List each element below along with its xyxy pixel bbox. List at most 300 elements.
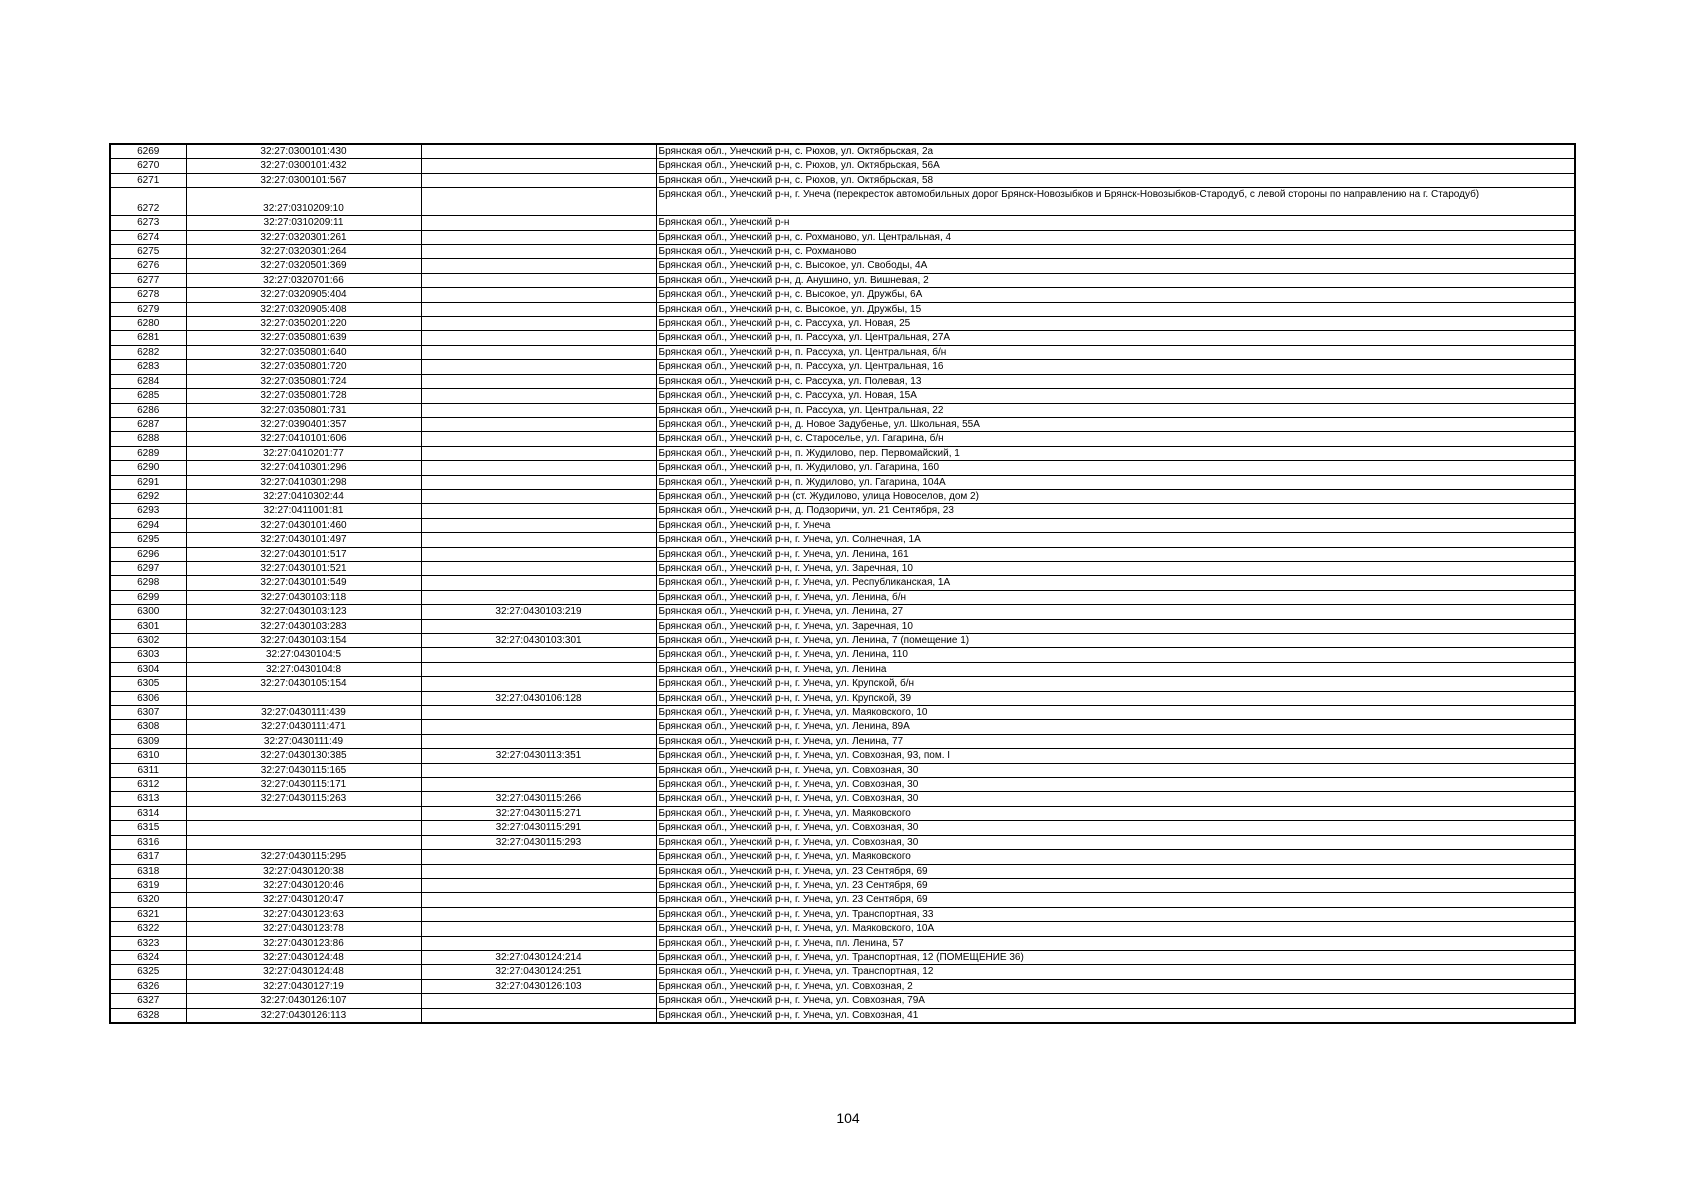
related-cadastral-number-cell (421, 518, 656, 532)
cadastral-number-cell: 32:27:0320301:261 (186, 230, 421, 244)
row-number-cell: 6274 (110, 230, 186, 244)
related-cadastral-number-cell (421, 446, 656, 460)
cadastral-number-cell: 32:27:0430120:38 (186, 864, 421, 878)
row-number-cell: 6294 (110, 518, 186, 532)
row-number-cell: 6288 (110, 432, 186, 446)
table-row (110, 259, 1575, 273)
row-number-cell: 6309 (110, 734, 186, 748)
row-number-cell: 6316 (110, 835, 186, 849)
cadastral-number-cell: 32:27:0430103:118 (186, 590, 421, 604)
cadastral-number-cell: 32:27:0430103:283 (186, 619, 421, 633)
address-cell: Брянская обл., Унечский р-н, г. Унеча, ул. Ленина, 161 (656, 547, 1575, 561)
table-row (110, 922, 1575, 936)
cadastral-number-cell (186, 821, 421, 835)
related-cadastral-number-cell (421, 706, 656, 720)
related-cadastral-number-cell (421, 878, 656, 892)
row-number-cell: 6299 (110, 590, 186, 604)
table-row (110, 835, 1575, 849)
cadastral-number-cell: 32:27:0390401:357 (186, 417, 421, 431)
related-cadastral-number-cell: 32:27:0430115:266 (421, 792, 656, 806)
address-cell: Брянская обл., Унечский р-н, г. Унеча, ул. Совхозная, 30 (656, 835, 1575, 849)
address-cell: Брянская обл., Унечский р-н, г. Унеча, ул. Крупской, 39 (656, 691, 1575, 705)
address-cell: Брянская обл., Унечский р-н, п. Рассуха, ул. Центральная, 16 (656, 360, 1575, 374)
address-cell: Брянская обл., Унечский р-н, г. Унеча, ул. Ленина, 27 (656, 605, 1575, 619)
table-row (110, 331, 1575, 345)
address-cell: Брянская обл., Унечский р-н, с. Высокое, ул. Свободы, 4А (656, 259, 1575, 273)
row-number-cell: 6293 (110, 504, 186, 518)
table-row (110, 230, 1575, 244)
row-number-cell: 6298 (110, 576, 186, 590)
table-row (110, 763, 1575, 777)
table-row (110, 288, 1575, 302)
page-number: 104 (836, 1110, 860, 1126)
address-cell: Брянская обл., Унечский р-н (656, 216, 1575, 230)
row-number-cell: 6324 (110, 950, 186, 964)
address-cell: Брянская обл., Унечский р-н, г. Унеча, ул. Маяковского, 10 (656, 706, 1575, 720)
table-row (110, 432, 1575, 446)
table-row (110, 561, 1575, 575)
table-row (110, 778, 1575, 792)
cadastral-number-cell: 32:27:0430101:460 (186, 518, 421, 532)
cadastral-number-cell: 32:27:0430120:47 (186, 893, 421, 907)
related-cadastral-number-cell: 32:27:0430113:351 (421, 749, 656, 763)
cadastral-number-cell: 32:27:0430115:263 (186, 792, 421, 806)
table-row (110, 792, 1575, 806)
row-number-cell: 6272 (110, 188, 186, 216)
row-number-cell: 6278 (110, 288, 186, 302)
cadastral-number-cell: 32:27:0430101:549 (186, 576, 421, 590)
table-row (110, 533, 1575, 547)
table-row (110, 403, 1575, 417)
cadastral-number-cell: 32:27:0430111:49 (186, 734, 421, 748)
table-row (110, 360, 1575, 374)
row-number-cell: 6325 (110, 965, 186, 979)
cadastral-number-cell: 32:27:0310209:11 (186, 216, 421, 230)
table-row (110, 720, 1575, 734)
related-cadastral-number-cell (421, 504, 656, 518)
row-number-cell: 6305 (110, 677, 186, 691)
related-cadastral-number-cell (421, 590, 656, 604)
table-row (110, 605, 1575, 619)
cadastral-number-cell: 32:27:0430101:497 (186, 533, 421, 547)
related-cadastral-number-cell (421, 720, 656, 734)
address-cell: Брянская обл., Унечский р-н, г. Унеча, ул. Совхозная, 2 (656, 979, 1575, 993)
row-number-cell: 6327 (110, 994, 186, 1008)
cadastral-number-cell: 32:27:0430123:86 (186, 936, 421, 950)
row-number-cell: 6269 (110, 144, 186, 159)
address-cell: Брянская обл., Унечский р-н, г. Унеча, ул. Транспортная, 33 (656, 907, 1575, 921)
cadastral-number-cell: 32:27:0320501:369 (186, 259, 421, 273)
table-row (110, 648, 1575, 662)
table-row (110, 518, 1575, 532)
table-row (110, 619, 1575, 633)
cadastral-number-cell: 32:27:0430126:107 (186, 994, 421, 1008)
related-cadastral-number-cell (421, 576, 656, 590)
cadastral-number-cell: 32:27:0430127:19 (186, 979, 421, 993)
row-number-cell: 6296 (110, 547, 186, 561)
row-number-cell: 6302 (110, 634, 186, 648)
related-cadastral-number-cell (421, 619, 656, 633)
cadastral-number-cell: 32:27:0410302:44 (186, 489, 421, 503)
row-number-cell: 6291 (110, 475, 186, 489)
table-row (110, 576, 1575, 590)
address-cell: Брянская обл., Унечский р-н, г. Унеча, ул. 23 Сентября, 69 (656, 864, 1575, 878)
address-cell: Брянская обл., Унечский р-н, с. Рохманово (656, 245, 1575, 259)
cadastral-number-cell: 32:27:0300101:430 (186, 144, 421, 159)
address-cell: Брянская обл., Унечский р-н, г. Унеча, ул. Транспортная, 12 (ПОМЕЩЕНИЕ 36) (656, 950, 1575, 964)
cadastral-number-cell: 32:27:0430104:8 (186, 662, 421, 676)
address-cell: Брянская обл., Унечский р-н, с. Высокое, ул. Дружбы, 15 (656, 302, 1575, 316)
table-row (110, 504, 1575, 518)
related-cadastral-number-cell (421, 850, 656, 864)
table-row (110, 475, 1575, 489)
address-cell: Брянская обл., Унечский р-н, п. Жудилово, ул. Гагарина, 160 (656, 461, 1575, 475)
related-cadastral-number-cell (421, 245, 656, 259)
related-cadastral-number-cell (421, 547, 656, 561)
cadastral-number-cell: 32:27:0410201:77 (186, 446, 421, 460)
address-cell: Брянская обл., Унечский р-н, д. Подзоричи, ул. 21 Сентября, 23 (656, 504, 1575, 518)
row-number-cell: 6303 (110, 648, 186, 662)
address-cell: Брянская обл., Унечский р-н, г. Унеча, ул. Заречная, 10 (656, 619, 1575, 633)
related-cadastral-number-cell (421, 317, 656, 331)
related-cadastral-number-cell: 32:27:0430124:214 (421, 950, 656, 964)
address-cell: Брянская обл., Унечский р-н, г. Унеча, ул. 23 Сентября, 69 (656, 878, 1575, 892)
related-cadastral-number-cell (421, 561, 656, 575)
table-row (110, 878, 1575, 892)
cadastral-number-cell: 32:27:0430115:165 (186, 763, 421, 777)
cadastral-number-cell: 32:27:0350801:728 (186, 389, 421, 403)
related-cadastral-number-cell (421, 360, 656, 374)
related-cadastral-number-cell: 32:27:0430124:251 (421, 965, 656, 979)
related-cadastral-number-cell (421, 417, 656, 431)
related-cadastral-number-cell (421, 159, 656, 173)
cadastral-number-cell: 32:27:0411001:81 (186, 504, 421, 518)
row-number-cell: 6289 (110, 446, 186, 460)
related-cadastral-number-cell: 32:27:0430115:271 (421, 806, 656, 820)
related-cadastral-number-cell (421, 302, 656, 316)
table-row (110, 216, 1575, 230)
related-cadastral-number-cell (421, 489, 656, 503)
table-row (110, 302, 1575, 316)
address-cell: Брянская обл., Унечский р-н, п. Жудилово, пер. Первомайский, 1 (656, 446, 1575, 460)
row-number-cell: 6314 (110, 806, 186, 820)
cadastral-number-cell: 32:27:0350801:731 (186, 403, 421, 417)
related-cadastral-number-cell (421, 331, 656, 345)
related-cadastral-number-cell (421, 259, 656, 273)
cadastral-number-cell: 32:27:0430123:63 (186, 907, 421, 921)
address-cell: Брянская обл., Унечский р-н, г. Унеча, ул. Ленина, 110 (656, 648, 1575, 662)
cadastral-number-cell (186, 806, 421, 820)
address-cell: Брянская обл., Унечский р-н, с. Рассуха, ул. Новая, 15А (656, 389, 1575, 403)
row-number-cell: 6271 (110, 173, 186, 187)
related-cadastral-number-cell: 32:27:0430115:291 (421, 821, 656, 835)
address-cell: Брянская обл., Унечский р-н, г. Унеча, ул. Крупской, б/н (656, 677, 1575, 691)
related-cadastral-number-cell (421, 893, 656, 907)
address-cell: Брянская обл., Унечский р-н, г. Унеча, ул. Ленина, 77 (656, 734, 1575, 748)
cadastral-number-cell: 32:27:0430101:517 (186, 547, 421, 561)
row-number-cell: 6275 (110, 245, 186, 259)
table-body (110, 144, 1575, 1023)
address-cell: Брянская обл., Унечский р-н, г. Унеча, ул. Совхозная, 79А (656, 994, 1575, 1008)
address-cell: Брянская обл., Унечский р-н, с. Рассуха, ул. Новая, 25 (656, 317, 1575, 331)
row-number-cell: 6297 (110, 561, 186, 575)
cadastral-number-cell: 32:27:0300101:432 (186, 159, 421, 173)
table-row (110, 317, 1575, 331)
table-row (110, 706, 1575, 720)
address-cell: Брянская обл., Унечский р-н, с. Высокое, ул. Дружбы, 6А (656, 288, 1575, 302)
table-row (110, 188, 1575, 216)
address-cell: Брянская обл., Унечский р-н, п. Рассуха, ул. Центральная, 22 (656, 403, 1575, 417)
address-cell: Брянская обл., Унечский р-н, с. Рюхов, ул. Октябрьская, 56А (656, 159, 1575, 173)
related-cadastral-number-cell (421, 345, 656, 359)
cadastral-number-cell: 32:27:0430111:439 (186, 706, 421, 720)
address-cell: Брянская обл., Унечский р-н, г. Унеча, ул. Солнечная, 1А (656, 533, 1575, 547)
cadastral-number-cell: 32:27:0350801:640 (186, 345, 421, 359)
row-number-cell: 6315 (110, 821, 186, 835)
address-cell: Брянская обл., Унечский р-н, с. Рюхов, ул. Октябрьская, 58 (656, 173, 1575, 187)
row-number-cell: 6321 (110, 907, 186, 921)
table-row (110, 734, 1575, 748)
cadastral-number-cell: 32:27:0320301:264 (186, 245, 421, 259)
related-cadastral-number-cell (421, 389, 656, 403)
cadastral-number-cell: 32:27:0430120:46 (186, 878, 421, 892)
cadastral-number-cell: 32:27:0430103:123 (186, 605, 421, 619)
address-cell: Брянская обл., Унечский р-н, г. Унеча, пл. Ленина, 57 (656, 936, 1575, 950)
row-number-cell: 6308 (110, 720, 186, 734)
related-cadastral-number-cell (421, 432, 656, 446)
address-cell: Брянская обл., Унечский р-н, г. Унеча, ул. Транспортная, 12 (656, 965, 1575, 979)
cadastral-number-cell: 32:27:0430123:78 (186, 922, 421, 936)
address-cell: Брянская обл., Унечский р-н, д. Новое Задубенье, ул. Школьная, 55А (656, 417, 1575, 431)
table-row (110, 634, 1575, 648)
related-cadastral-number-cell (421, 936, 656, 950)
cadastral-number-cell: 32:27:0350801:724 (186, 374, 421, 388)
table-row (110, 159, 1575, 173)
cadastral-number-cell: 32:27:0410301:296 (186, 461, 421, 475)
row-number-cell: 6277 (110, 273, 186, 287)
row-number-cell: 6273 (110, 216, 186, 230)
related-cadastral-number-cell: 32:27:0430106:128 (421, 691, 656, 705)
related-cadastral-number-cell (421, 461, 656, 475)
row-number-cell: 6283 (110, 360, 186, 374)
cadastral-number-cell: 32:27:0410101:606 (186, 432, 421, 446)
related-cadastral-number-cell (421, 216, 656, 230)
address-cell: Брянская обл., Унечский р-н, г. Унеча, ул. Совхозная, 41 (656, 1008, 1575, 1023)
cadastral-number-cell: 32:27:0430126:113 (186, 1008, 421, 1023)
table-row (110, 662, 1575, 676)
address-cell: Брянская обл., Унечский р-н, г. Унеча, ул. Ленина, б/н (656, 590, 1575, 604)
table-row (110, 965, 1575, 979)
row-number-cell: 6300 (110, 605, 186, 619)
address-cell: Брянская обл., Унечский р-н, г. Унеча, ул. Республиканская, 1А (656, 576, 1575, 590)
related-cadastral-number-cell (421, 648, 656, 662)
address-cell: Брянская обл., Унечский р-н, г. Унеча, ул. Маяковского, 10А (656, 922, 1575, 936)
row-number-cell: 6281 (110, 331, 186, 345)
table-row (110, 374, 1575, 388)
row-number-cell: 6318 (110, 864, 186, 878)
related-cadastral-number-cell (421, 533, 656, 547)
related-cadastral-number-cell (421, 230, 656, 244)
related-cadastral-number-cell (421, 273, 656, 287)
row-number-cell: 6322 (110, 922, 186, 936)
row-number-cell: 6276 (110, 259, 186, 273)
related-cadastral-number-cell (421, 374, 656, 388)
row-number-cell: 6286 (110, 403, 186, 417)
address-cell: Брянская обл., Унечский р-н, г. Унеча, ул. 23 Сентября, 69 (656, 893, 1575, 907)
row-number-cell: 6311 (110, 763, 186, 777)
row-number-cell: 6307 (110, 706, 186, 720)
related-cadastral-number-cell: 32:27:0430126:103 (421, 979, 656, 993)
related-cadastral-number-cell (421, 475, 656, 489)
address-cell: Брянская обл., Унечский р-н, с. Старосельe, ул. Гагарина, б/н (656, 432, 1575, 446)
table-row (110, 936, 1575, 950)
row-number-cell: 6319 (110, 878, 186, 892)
address-cell: Брянская обл., Унечский р-н, с. Рюхов, ул. Октябрьская, 2а (656, 144, 1575, 159)
table-row (110, 749, 1575, 763)
related-cadastral-number-cell (421, 288, 656, 302)
address-cell: Брянская обл., Унечский р-н, г. Унеча, ул. Маяковского (656, 850, 1575, 864)
table-row (110, 1008, 1575, 1023)
address-cell: Брянская обл., Унечский р-н, с. Рохманово, ул. Центральная, 4 (656, 230, 1575, 244)
related-cadastral-number-cell: 32:27:0430103:219 (421, 605, 656, 619)
table-row (110, 489, 1575, 503)
related-cadastral-number-cell (421, 662, 656, 676)
related-cadastral-number-cell: 32:27:0430115:293 (421, 835, 656, 849)
related-cadastral-number-cell (421, 734, 656, 748)
cadastral-number-cell: 32:27:0310209:10 (186, 188, 421, 216)
row-number-cell: 6317 (110, 850, 186, 864)
cadastral-number-cell: 32:27:0350801:639 (186, 331, 421, 345)
address-cell: Брянская обл., Унечский р-н, г. Унеча, ул. Совхозная, 30 (656, 792, 1575, 806)
row-number-cell: 6282 (110, 345, 186, 359)
row-number-cell: 6304 (110, 662, 186, 676)
table-row (110, 893, 1575, 907)
cadastral-number-cell: 32:27:0430105:154 (186, 677, 421, 691)
row-number-cell: 6328 (110, 1008, 186, 1023)
table-row (110, 173, 1575, 187)
table-row (110, 979, 1575, 993)
address-cell: Брянская обл., Унечский р-н, г. Унеча (656, 518, 1575, 532)
table-row (110, 950, 1575, 964)
cadastral-number-cell: 32:27:0430124:48 (186, 950, 421, 964)
table-row (110, 461, 1575, 475)
table-row (110, 864, 1575, 878)
row-number-cell: 6284 (110, 374, 186, 388)
address-cell: Брянская обл., Унечский р-н, г. Унеча, ул. Совхозная, 30 (656, 763, 1575, 777)
cadastral-number-cell: 32:27:0430124:48 (186, 965, 421, 979)
related-cadastral-number-cell (421, 173, 656, 187)
cadastral-number-cell: 32:27:0320701:66 (186, 273, 421, 287)
address-cell: Брянская обл., Унечский р-н, г. Унеча, ул. Ленина, 7 (помещение 1) (656, 634, 1575, 648)
row-number-cell: 6280 (110, 317, 186, 331)
property-registry-table (109, 143, 1576, 1024)
related-cadastral-number-cell (421, 144, 656, 159)
related-cadastral-number-cell: 32:27:0430103:301 (421, 634, 656, 648)
table-row (110, 907, 1575, 921)
related-cadastral-number-cell (421, 763, 656, 777)
table-row (110, 806, 1575, 820)
address-cell: Брянская обл., Унечский р-н, г. Унеча, ул. Совхозная, 30 (656, 778, 1575, 792)
address-cell: Брянская обл., Унечский р-н, с. Рассуха, ул. Полевая, 13 (656, 374, 1575, 388)
cadastral-number-cell: 32:27:0430115:295 (186, 850, 421, 864)
row-number-cell: 6279 (110, 302, 186, 316)
row-number-cell: 6290 (110, 461, 186, 475)
related-cadastral-number-cell (421, 403, 656, 417)
row-number-cell: 6285 (110, 389, 186, 403)
cadastral-number-cell: 32:27:0430104:5 (186, 648, 421, 662)
table-row (110, 273, 1575, 287)
cadastral-number-cell: 32:27:0350801:720 (186, 360, 421, 374)
table-row (110, 677, 1575, 691)
table-row (110, 821, 1575, 835)
table-row (110, 345, 1575, 359)
row-number-cell: 6306 (110, 691, 186, 705)
related-cadastral-number-cell (421, 907, 656, 921)
cadastral-number-cell: 32:27:0430101:521 (186, 561, 421, 575)
related-cadastral-number-cell (421, 677, 656, 691)
cadastral-number-cell: 32:27:0430103:154 (186, 634, 421, 648)
cadastral-number-cell: 32:27:0410301:298 (186, 475, 421, 489)
cadastral-number-cell (186, 835, 421, 849)
table-row (110, 389, 1575, 403)
row-number-cell: 6287 (110, 417, 186, 431)
table-row (110, 547, 1575, 561)
row-number-cell: 6323 (110, 936, 186, 950)
row-number-cell: 6312 (110, 778, 186, 792)
related-cadastral-number-cell (421, 994, 656, 1008)
related-cadastral-number-cell (421, 864, 656, 878)
address-cell: Брянская обл., Унечский р-н, г. Унеча, ул. Совхозная, 30 (656, 821, 1575, 835)
address-cell: Брянская обл., Унечский р-н, г. Унеча, ул. Маяковского (656, 806, 1575, 820)
table-row (110, 691, 1575, 705)
cadastral-number-cell: 32:27:0350201:220 (186, 317, 421, 331)
table-row (110, 144, 1575, 159)
cadastral-number-cell (186, 691, 421, 705)
address-cell: Брянская обл., Унечский р-н, п. Рассуха, ул. Центральная, б/н (656, 345, 1575, 359)
row-number-cell: 6310 (110, 749, 186, 763)
table-row (110, 994, 1575, 1008)
row-number-cell: 6326 (110, 979, 186, 993)
related-cadastral-number-cell (421, 1008, 656, 1023)
address-cell: Брянская обл., Унечский р-н (ст. Жудилово, улица Новоселов, дом 2) (656, 489, 1575, 503)
cadastral-number-cell: 32:27:0320905:404 (186, 288, 421, 302)
address-cell: Брянская обл., Унечский р-н, г. Унеча (перекресток автомобильных дорог Брянск-Новозыбков и Брянск-Новозыбков-Стародуб, с левой стороны по направлению на г. Стародуб) (656, 188, 1575, 216)
table-row (110, 590, 1575, 604)
address-cell: Брянская обл., Унечский р-н, г. Унеча, ул. Заречная, 10 (656, 561, 1575, 575)
address-cell: Брянская обл., Унечский р-н, п. Жудилово, ул. Гагарина, 104А (656, 475, 1575, 489)
address-cell: Брянская обл., Унечский р-н, д. Анушино, ул. Вишневая, 2 (656, 273, 1575, 287)
related-cadastral-number-cell (421, 188, 656, 216)
row-number-cell: 6301 (110, 619, 186, 633)
related-cadastral-number-cell (421, 922, 656, 936)
row-number-cell: 6292 (110, 489, 186, 503)
cadastral-number-cell: 32:27:0430115:171 (186, 778, 421, 792)
table-row (110, 446, 1575, 460)
table-row (110, 850, 1575, 864)
related-cadastral-number-cell (421, 778, 656, 792)
table-row (110, 417, 1575, 431)
row-number-cell: 6320 (110, 893, 186, 907)
cadastral-number-cell: 32:27:0320905:408 (186, 302, 421, 316)
row-number-cell: 6270 (110, 159, 186, 173)
cadastral-number-cell: 32:27:0430130:385 (186, 749, 421, 763)
row-number-cell: 6313 (110, 792, 186, 806)
row-number-cell: 6295 (110, 533, 186, 547)
address-cell: Брянская обл., Унечский р-н, п. Рассуха, ул. Центральная, 27А (656, 331, 1575, 345)
table-row (110, 245, 1575, 259)
cadastral-number-cell: 32:27:0300101:567 (186, 173, 421, 187)
address-cell: Брянская обл., Унечский р-н, г. Унеча, ул. Совхозная, 93, пом. I (656, 749, 1575, 763)
